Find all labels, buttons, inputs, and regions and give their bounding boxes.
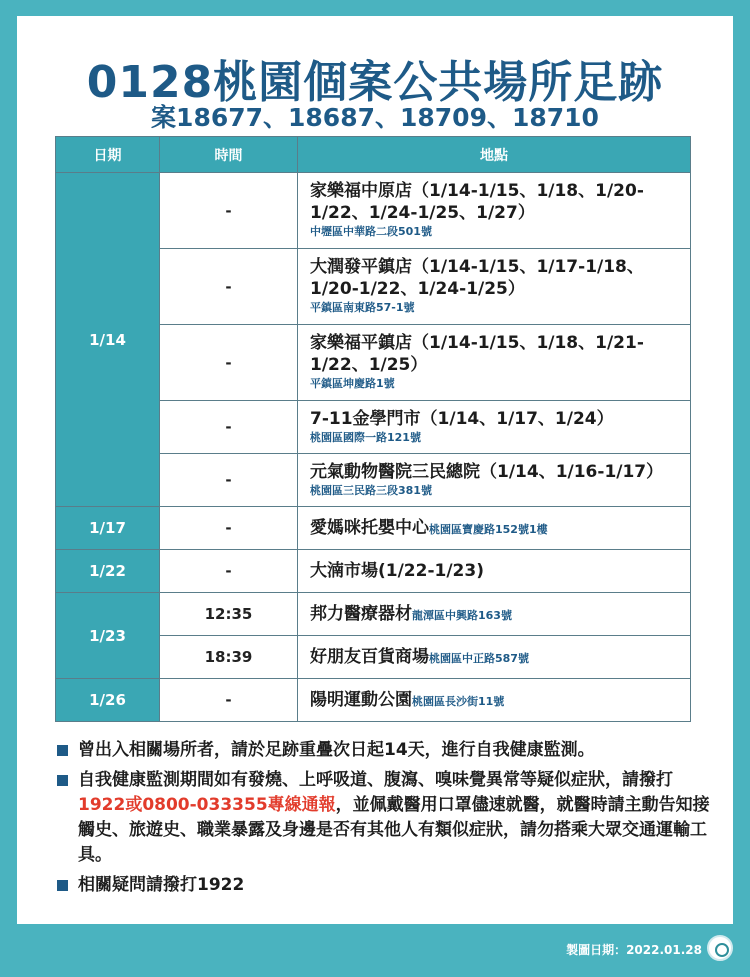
table-row bbox=[56, 679, 691, 722]
table-row bbox=[56, 173, 691, 249]
place-name: 愛媽咪托嬰中心 bbox=[310, 517, 429, 538]
note-text-part: ，並佩戴醫用口罩儘速就醫，就醫時請主動告知接觸史、旅遊史、職業暴露及身邊是否有其他人有類似症狀，請勿搭乘大眾交通運輸工具。 bbox=[78, 795, 710, 865]
time-cell: - bbox=[160, 401, 298, 454]
place-cell bbox=[298, 636, 691, 679]
place-name: 邦力醫療器材 bbox=[310, 603, 412, 624]
time-cell: 12:35 bbox=[160, 593, 298, 636]
time-cell: - bbox=[160, 550, 298, 593]
place-address: 桃園區寶慶路152號1樓 bbox=[429, 522, 548, 536]
place-cell bbox=[298, 550, 691, 593]
notice-card bbox=[17, 16, 733, 924]
place-name: 元氣動物醫院三民總院（1/14、1/16-1/17） bbox=[310, 461, 664, 482]
table-row bbox=[56, 507, 691, 550]
place-address: 桃園區三民路三段381號 bbox=[310, 483, 432, 497]
city-seal-icon bbox=[707, 935, 733, 961]
case-numbers: 案18677、18687、18709、18710 bbox=[151, 103, 599, 132]
place-address: 平鎮區南東路57-1號 bbox=[310, 301, 415, 315]
date-cell: 1/22 bbox=[56, 550, 160, 593]
place-name: 大潤發平鎮店（1/14-1/15、1/17-1/18、1/20-1/22、1/24-1/25） bbox=[310, 257, 644, 300]
time-cell: - bbox=[160, 173, 298, 249]
time-cell: - bbox=[160, 679, 298, 722]
table-row bbox=[56, 593, 691, 636]
table-header-row bbox=[56, 137, 691, 173]
place-name: 7-11金學門市（1/14、1/17、1/24） bbox=[310, 408, 614, 429]
place-cell bbox=[298, 593, 691, 636]
page-title: 0128桃園個案公共場所足跡 bbox=[86, 57, 664, 108]
place-name: 陽明運動公園 bbox=[310, 689, 412, 710]
header-place: 地點 bbox=[298, 137, 691, 173]
time-cell: - bbox=[160, 249, 298, 325]
place-cell bbox=[298, 173, 691, 249]
date-cell: 1/17 bbox=[56, 507, 160, 550]
time-cell: 18:39 bbox=[160, 636, 298, 679]
place-address: 桃園區長沙街11號 bbox=[412, 694, 505, 708]
square-bullet-icon bbox=[57, 880, 68, 891]
date-cell: 1/14 bbox=[56, 173, 160, 507]
place-address: 桃園區國際一路121號 bbox=[310, 430, 421, 444]
note-text: 相關疑問請撥打1922 bbox=[78, 875, 245, 895]
date-cell: 1/23 bbox=[56, 593, 160, 679]
place-name: 大湳市場(1/22-1/23) bbox=[310, 560, 484, 581]
square-bullet-icon bbox=[57, 775, 68, 786]
note-text-part: 自我健康監測期間如有發燒、上呼吸道、腹瀉、嗅味覺異常等疑似症狀，請撥打 bbox=[78, 770, 673, 790]
header-time: 時間 bbox=[160, 137, 298, 173]
note-text: 曾出入相關場所者，請於足跡重疊次日起14天，進行自我健康監測。 bbox=[78, 740, 595, 760]
place-name: 家樂福平鎮店（1/14-1/15、1/18、1/21-1/22、1/25） bbox=[310, 333, 644, 376]
place-address: 中壢區中華路二段501號 bbox=[310, 225, 432, 239]
place-address: 龍潭區中興路163號 bbox=[412, 608, 512, 622]
place-cell bbox=[298, 249, 691, 325]
place-cell bbox=[298, 507, 691, 550]
time-cell: - bbox=[160, 325, 298, 401]
footprint-table bbox=[55, 136, 691, 722]
place-cell bbox=[298, 401, 691, 454]
time-cell: - bbox=[160, 454, 298, 507]
square-bullet-icon bbox=[57, 745, 68, 756]
table-row bbox=[56, 550, 691, 593]
place-cell bbox=[298, 679, 691, 722]
note-item bbox=[57, 768, 717, 868]
header-date: 日期 bbox=[56, 137, 160, 173]
note-text bbox=[78, 768, 717, 868]
place-name: 家樂福中原店（1/14-1/15、1/18、1/20-1/22、1/24-1/25、1/27） bbox=[310, 181, 644, 224]
place-cell bbox=[298, 325, 691, 401]
note-item bbox=[57, 873, 717, 898]
date-cell: 1/26 bbox=[56, 679, 160, 722]
hotline-highlight: 1922或0800-033355專線通報 bbox=[78, 795, 336, 815]
note-item bbox=[57, 738, 717, 763]
notes-list bbox=[57, 738, 717, 903]
place-address: 桃園區中正路587號 bbox=[429, 651, 529, 665]
production-date: 製圖日期：2022.01.28 bbox=[566, 943, 702, 957]
place-cell bbox=[298, 454, 691, 507]
time-cell: - bbox=[160, 507, 298, 550]
place-name: 好朋友百貨商場 bbox=[310, 646, 429, 667]
place-address: 平鎮區坤慶路1號 bbox=[310, 377, 395, 391]
